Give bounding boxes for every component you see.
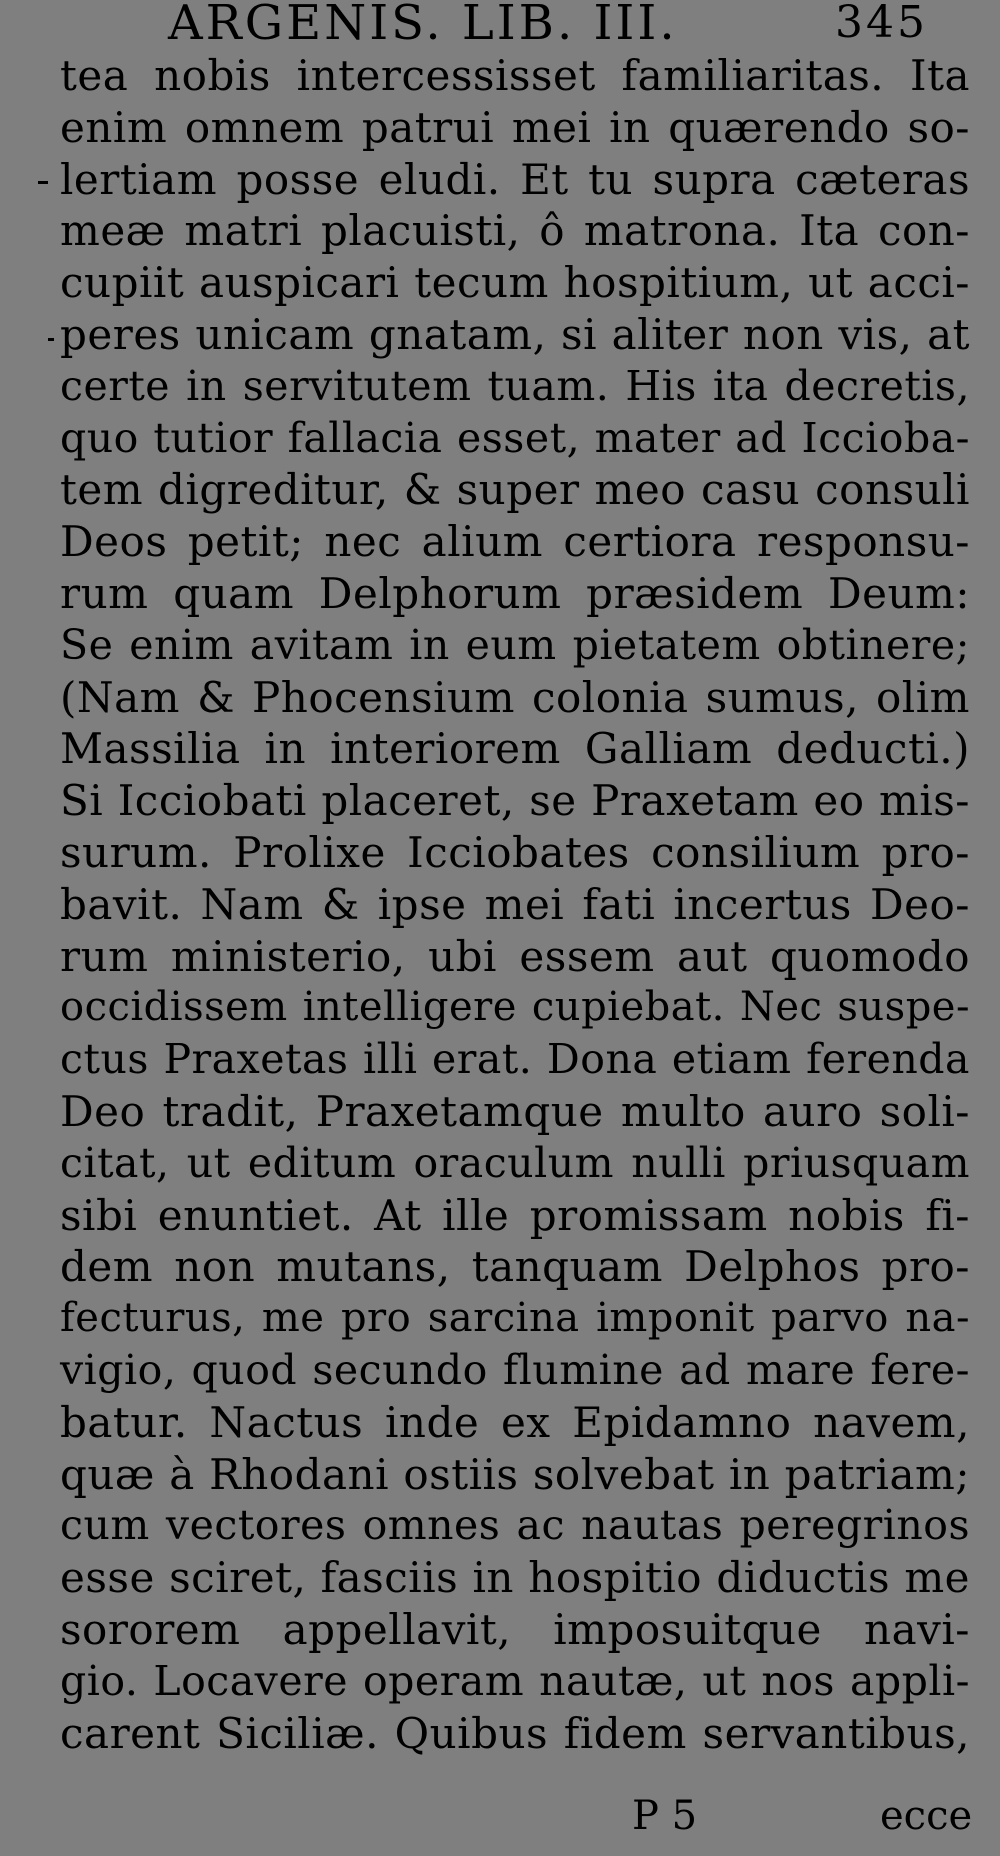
text-line: vigio, quod secundo flumine ad mare fere- <box>60 1345 970 1394</box>
text-line: citat, ut editum oraculum nulli priusquam <box>60 1138 970 1187</box>
text-line: sibi enuntiet. At ille promissam nobis fi- <box>60 1190 970 1240</box>
text-line: peres unicam gnatam, si aliter non vis, at <box>60 309 970 359</box>
text-line: rum quam Delphorum præsidem Deum: <box>60 568 970 618</box>
text-line: meæ matri placuisti, ô matrona. Ita con- <box>60 206 970 256</box>
text-line: Si Icciobati placeret, se Praxetam eo mis- <box>60 776 970 826</box>
margin-mark <box>48 338 54 341</box>
text-line: Deo tradit, Praxetamque multo auro soli- <box>60 1086 970 1136</box>
running-title: ARGENIS. LIB. III. <box>168 0 678 51</box>
text-line: gio. Locavere operam nautæ, ut nos appli- <box>60 1656 970 1705</box>
page-header <box>168 0 928 52</box>
page-footer <box>0 1788 1000 1844</box>
text-line: occidissem intelligere cupiebat. Nec suspe- <box>60 984 970 1031</box>
text-line: sororem appellavit, imposuitque navi- <box>60 1604 970 1654</box>
text-line: quo tutior fallacia esset, mater ad Iccioba- <box>60 413 970 462</box>
text-line: bavit. Nam & ipse mei fati incertus Deo- <box>60 879 970 929</box>
text-line: carent Siciliæ. Quibus fidem servantibus, <box>60 1708 970 1758</box>
text-line: Massilia in interiorem Galliam deducti.) <box>60 724 970 774</box>
text-line: rum ministerio, ubi essem aut quomodo <box>60 931 970 981</box>
text-line: lertiam posse eludi. Et tu supra cæteras <box>60 154 970 204</box>
text-line: tea nobis intercessisset familiaritas. Ita <box>60 51 970 100</box>
margin-mark <box>38 181 48 184</box>
text-line: fecturus, me pro sarcina imponit parvo na- <box>60 1295 970 1342</box>
text-line: Deos petit; nec alium certiora responsu- <box>60 517 970 567</box>
text-line: batur. Nactus inde ex Epidamno navem, <box>60 1397 970 1447</box>
page-number: 345 <box>835 0 928 48</box>
signature-mark: P 5 <box>632 1793 698 1839</box>
text-line: (Nam & Phocensium colonia sumus, olim <box>60 672 970 722</box>
text-line: Se enim avitam in eum pietatem obtinere; <box>60 620 970 669</box>
text-line: dem non mutans, tanquam Delphos pro- <box>60 1242 970 1292</box>
text-line: ctus Praxetas illi erat. Dona etiam ferenda <box>60 1035 970 1084</box>
text-line: cupiit auspicari tecum hospitium, ut acci- <box>60 258 970 308</box>
text-line: cum vectores omnes ac nautas peregrinos <box>60 1501 970 1550</box>
text-line: enim omnem patrui mei in quærendo so- <box>60 102 970 152</box>
text-line: quæ à Rhodani ostiis solvebat in patriam; <box>60 1449 970 1499</box>
text-line: tem digreditur, & super meo casu consuli <box>60 465 970 515</box>
body-text <box>60 50 970 1759</box>
catchword: ecce <box>880 1793 973 1839</box>
text-line: surum. Prolixe Icciobates consilium pro- <box>60 827 970 877</box>
text-line: esse sciret, fasciis in hospitio diductis me <box>60 1553 970 1603</box>
text-line: certe in servitutem tuam. His ita decretis, <box>60 361 970 410</box>
